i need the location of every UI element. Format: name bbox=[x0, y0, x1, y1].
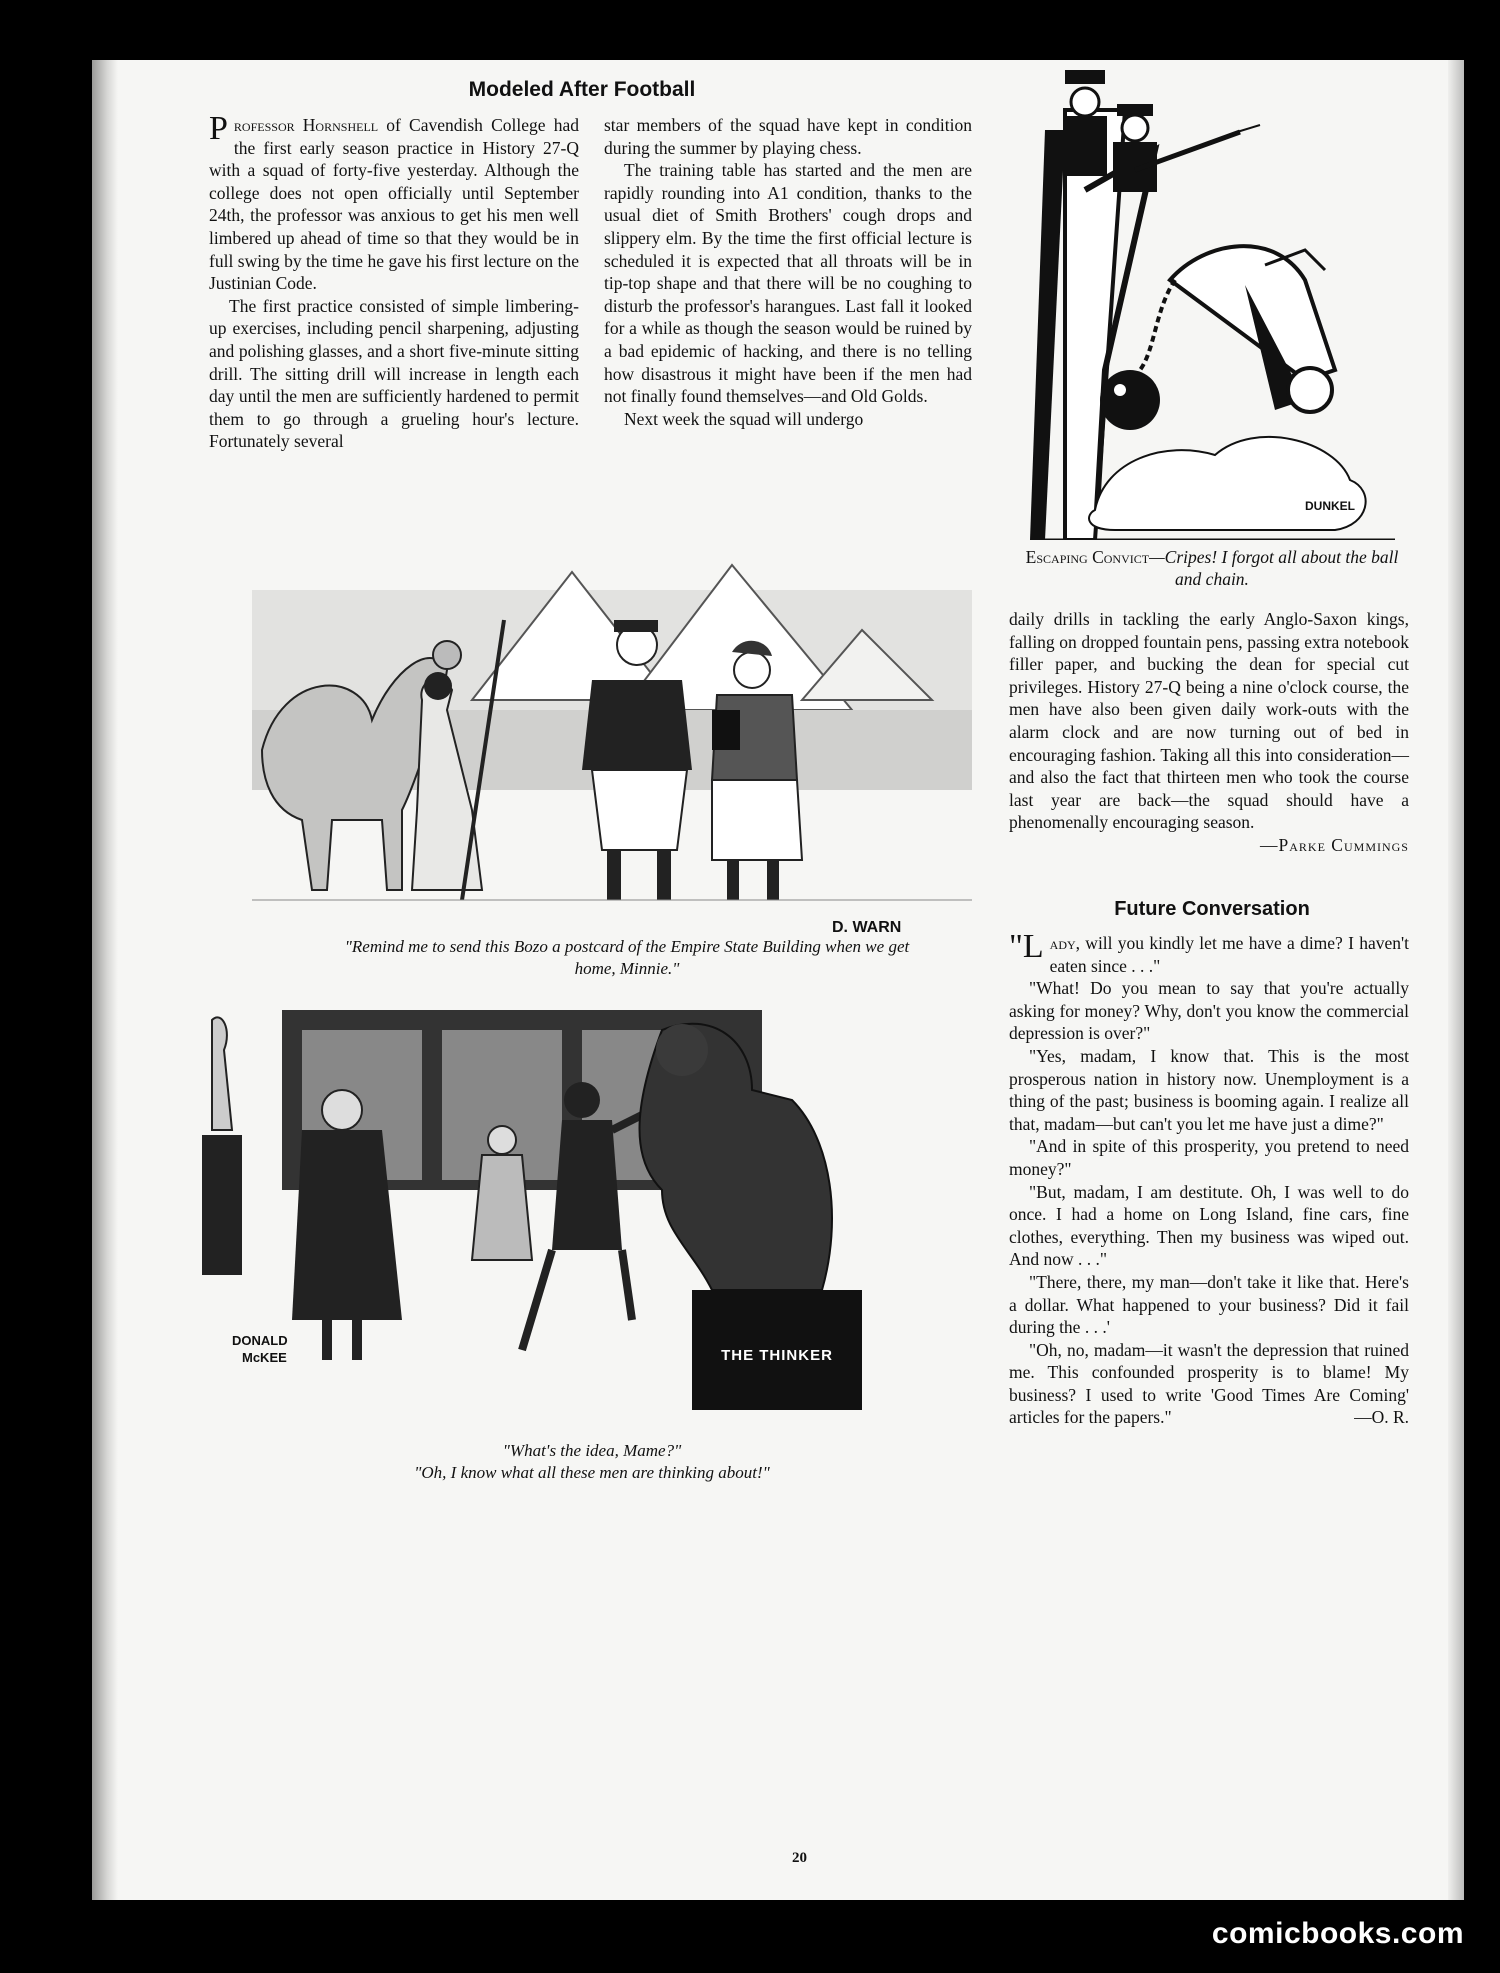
paragraph: The training table has started and the men are rapidly rounding into A1 condition, thanks to the usual diet of Smith Brothers' cough drops and slippery elm. By the time the first official lecture is scheduled it is expected that all throats will be in tip-top shape and that there will be no coughing to disturb the professor's harangues. Last fall it looked for a while as though the season would be ruined by a bad epidemic of hacking, and there is no telling how disastrous it might have been if the men had not finally found themselves—and Old Golds. bbox=[604, 160, 972, 407]
paragraph: star members of the squad have kept in condition during the summer by playing chess. bbox=[604, 115, 972, 158]
cartoon-signature: McKEE bbox=[242, 1350, 287, 1365]
paragraph bbox=[1009, 1339, 1409, 1429]
paragraph: "What! Do you mean to say that you're actually asking for money? Why, don't you know the commercial depression is over?" bbox=[1009, 978, 1409, 1044]
paragraph: The first practice consisted of simple limbering-up exercises, including pencil sharpening, adjusting and polishing glasses, and a short five-minute sitting drill. The sitting drill will increase in length each day until the men are sufficiently hardened to permit them to go through a grueling hour's lecture. Fortunately several bbox=[209, 295, 579, 452]
dropcap: "L bbox=[1009, 928, 1044, 965]
paragraph: "But, madam, I am destitute. Oh, I was well to do once. I had a home on Long Island, fine cars, fine clothes, everything. Then my business was wiped out. And now . . ." bbox=[1009, 1181, 1409, 1270]
dropcap: P bbox=[209, 110, 228, 147]
article-football-col3 bbox=[1009, 608, 1409, 857]
cartoon-signature: DONALD bbox=[232, 1333, 288, 1348]
cartoon-signature: DUNKEL bbox=[1305, 499, 1355, 513]
article-title-football: Modeled After Football bbox=[468, 78, 696, 101]
byline: —O. R. bbox=[1354, 1407, 1409, 1428]
lead-smallcaps: ady bbox=[1049, 933, 1076, 953]
article-football-col2 bbox=[604, 114, 972, 430]
plinth-label: THE THINKER bbox=[721, 1347, 833, 1364]
paragraph: of Cavendish College had the first early season practice in History 27-Q with a squad of forty-five yesterday. Although the college does not open officially until September 24th, the professor was anxious to get his men well limbered up ahead of time so that they would be in full swing by the time he gave his first lecture on the Justinian Code. bbox=[209, 115, 580, 294]
byline: —Parke Cummings bbox=[1260, 834, 1409, 855]
paragraph: "And in spite of this prosperity, you pretend to need money?" bbox=[1009, 1136, 1409, 1179]
page-number: 20 bbox=[792, 1850, 807, 1866]
caption-italic: —Cripes! I forgot all about the ball and chain. bbox=[1149, 547, 1399, 589]
thinker-caption bbox=[312, 1440, 872, 1484]
article-football-col1 bbox=[209, 110, 580, 453]
convict-cartoon bbox=[1005, 70, 1425, 540]
paragraph-text: "Oh, no, madam—it wasn't the depression that ruined me. This confounded prosperity is to blame! My business? I used to write 'Good Times Are Coming' articles for the papers." bbox=[1009, 1339, 1409, 1428]
cartoon-signature: D. WARN bbox=[832, 919, 902, 936]
thinker-cartoon bbox=[192, 990, 992, 1430]
page-edge bbox=[1448, 60, 1464, 1900]
magazine-page bbox=[92, 60, 1464, 1900]
article-title-conversation: Future Conversation bbox=[1114, 898, 1310, 920]
convict-caption bbox=[1012, 546, 1412, 590]
paragraph: , will you kindly let me have a dime? I haven't eaten since . . ." bbox=[1049, 933, 1409, 976]
paragraph: "Yes, madam, I know that. This is the most prosperous nation in history now. Unemployment is a thing of the past; business is booming again. I realize all that, madam—but can't you let me have just a dime?" bbox=[1009, 1045, 1409, 1134]
caption-line: "What's the idea, Mame?" bbox=[502, 1441, 682, 1460]
article-conversation bbox=[1009, 928, 1409, 1429]
caption-line: "Oh, I know what all these men are thinking about!" bbox=[414, 1463, 770, 1482]
lead-smallcaps: rofessor Hornshell bbox=[233, 115, 379, 135]
egypt-cartoon bbox=[242, 560, 982, 940]
egypt-caption: "Remind me to send this Bozo a postcard of the Empire State Building when we get home, Minnie." bbox=[344, 937, 910, 978]
paragraph: daily drills in tackling the early Anglo-Saxon kings, falling on dropped fountain pens, passing extra notebook filler paper, and bucking the dean for special cut privileges. History 27-Q being a nine o'clock course, the men have also been given daily work-outs with the alarm clock and are now turning out of bed in encouraging fashion. Taking all this into consideration—and also the fact that thirteen men who took the course last year are back—the squad should have a phenomenally encouraging season. bbox=[1009, 609, 1409, 833]
paragraph: "There, there, my man—don't take it like that. Here's a dollar. What happened to your business? Did it fail during the . . .' bbox=[1009, 1271, 1409, 1338]
caption-smallcaps: Escaping Convict bbox=[1025, 547, 1150, 567]
watermark: comicbooks.com bbox=[1211, 1917, 1464, 1950]
paragraph: Next week the squad will undergo bbox=[624, 408, 864, 429]
